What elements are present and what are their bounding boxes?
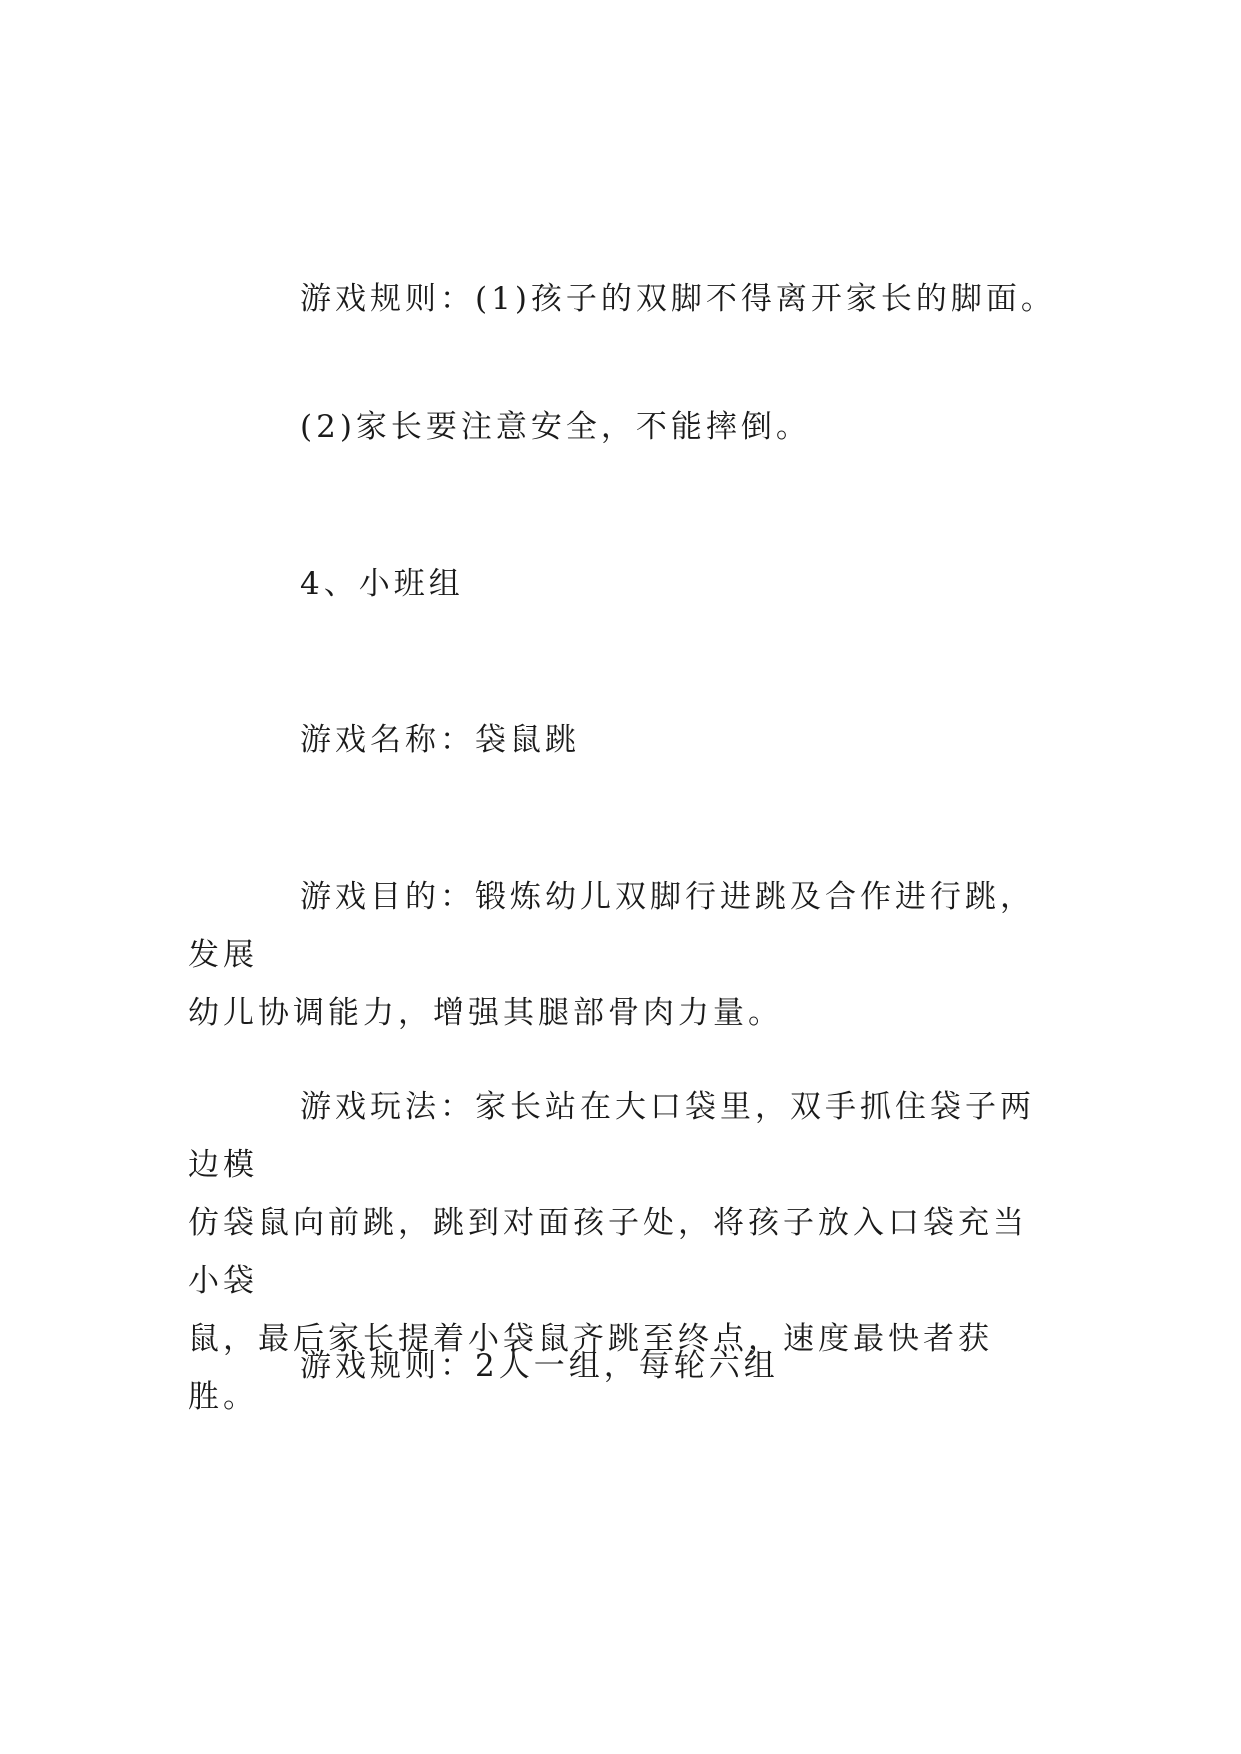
text-line: 游戏名称：袋鼠跳: [300, 722, 580, 758]
text-line: 鼠，最后家长提着小袋鼠齐跳至终点，速度最快者获胜。: [188, 1321, 993, 1415]
paragraph-game-rules-1: [188, 270, 1060, 328]
text-line: 游戏目的：锻炼幼儿双脚行进跳及合作进行跳，发展: [188, 879, 1035, 973]
text-line: 游戏玩法：家长站在大口袋里，双手抓住袋子两边模: [188, 1089, 1035, 1183]
text-line: (2)家长要注意安全，不能摔倒。: [300, 409, 811, 445]
text-line: 游戏规则：(1)孩子的双脚不得离开家长的脚面。: [300, 281, 1056, 317]
text-line: 4、小班组: [300, 566, 464, 602]
paragraph-game-purpose: [188, 868, 1060, 1042]
paragraph-game-rules-2: [188, 398, 1060, 456]
text-line: 仿袋鼠向前跳，跳到对面孩子处，将孩子放入口袋充当小袋: [188, 1205, 1028, 1299]
text-line: 游戏规则：2人一组，每轮六组: [300, 1348, 779, 1384]
text-line: 幼儿协调能力，增强其腿部骨肉力量。: [188, 995, 783, 1031]
paragraph-game-rules-3: [188, 1337, 1060, 1395]
paragraph-game-name: [188, 711, 1060, 769]
section-heading-small-class: [188, 555, 1060, 613]
